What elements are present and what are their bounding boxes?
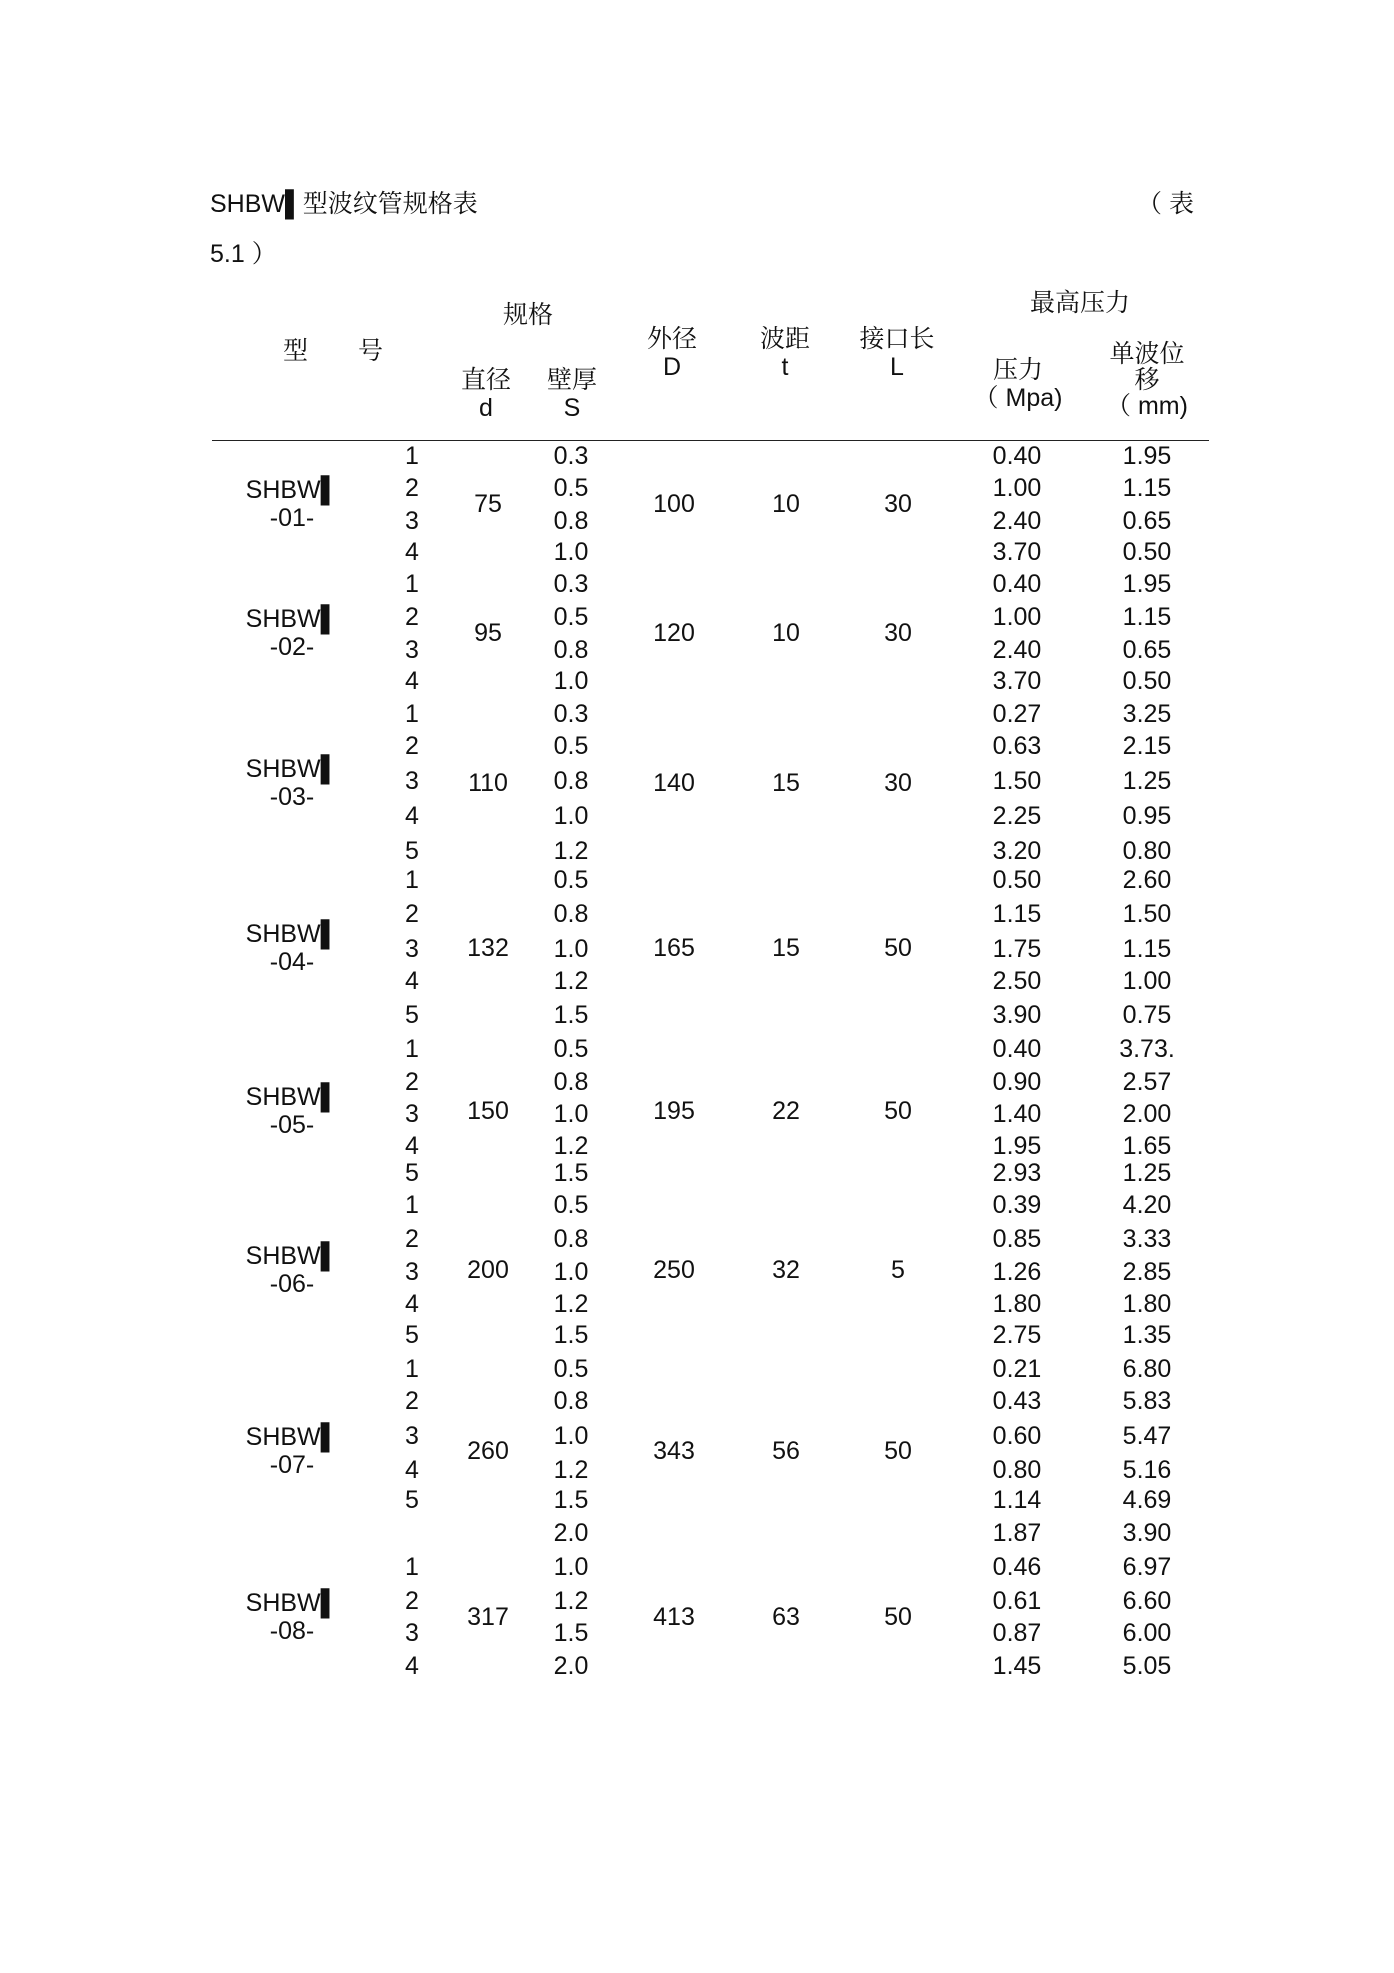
pressure-value: 0.61 <box>992 1587 1042 1615</box>
pressure-value: 0.40 <box>992 1035 1042 1063</box>
row-index: 5 <box>405 837 419 865</box>
wall-thickness-value: 1.5 <box>553 1001 589 1029</box>
displacement-value: 0.50 <box>1122 667 1172 695</box>
displacement-value: 2.00 <box>1122 1100 1172 1128</box>
row-index: 1 <box>405 1553 419 1581</box>
pressure-value: 3.20 <box>992 837 1042 865</box>
pitch-value: 15 <box>772 768 800 797</box>
displacement-value: 5.05 <box>1122 1652 1172 1680</box>
row-index: 5 <box>405 1321 419 1349</box>
model-name: SHBW▌ <box>245 604 339 633</box>
diameter-value: 317 <box>467 1602 509 1631</box>
wall-thickness-value: 2.0 <box>553 1519 589 1547</box>
displacement-value: 3.33 <box>1122 1225 1172 1253</box>
pressure-value: 1.45 <box>992 1652 1042 1680</box>
header-wall-label: 壁厚 <box>546 366 598 394</box>
pressure-value: 0.80 <box>992 1456 1042 1484</box>
wall-thickness-value: 0.3 <box>553 700 589 728</box>
wall-thickness-value: 1.0 <box>553 667 589 695</box>
displacement-value: 5.83 <box>1122 1387 1172 1415</box>
displacement-value: 2.15 <box>1122 732 1172 760</box>
row-index: 4 <box>405 1132 419 1160</box>
diameter-value: 132 <box>467 933 509 962</box>
row-index: 4 <box>405 802 419 830</box>
pressure-value: 0.90 <box>992 1068 1042 1096</box>
pressure-value: 2.25 <box>992 802 1042 830</box>
pressure-value: 0.87 <box>992 1619 1042 1647</box>
header-displacement-unit: （ mm) <box>1106 392 1188 420</box>
header-max-pressure: 最高压力 <box>1029 289 1131 317</box>
diameter-value: 150 <box>467 1097 509 1125</box>
connection-length-value: 30 <box>884 618 912 647</box>
model-suffix: -06- <box>269 1270 315 1298</box>
header-diameter <box>461 366 511 422</box>
model-suffix: -05- <box>269 1111 315 1139</box>
pressure-value: 1.75 <box>992 935 1042 963</box>
row-index: 1 <box>405 700 419 728</box>
connection-length-value: 50 <box>884 1437 912 1465</box>
outer-diameter-value: 120 <box>653 618 695 647</box>
model-name: SHBW▌ <box>245 754 339 783</box>
header-displacement-label1: 单波位 <box>1109 340 1185 368</box>
displacement-value: 1.15 <box>1122 474 1172 502</box>
displacement-value: 4.69 <box>1122 1486 1172 1514</box>
header-connection <box>859 325 934 381</box>
pitch-value: 32 <box>772 1256 800 1284</box>
wall-thickness-value: 1.0 <box>553 538 589 566</box>
wall-thickness-value: 0.5 <box>553 1355 589 1383</box>
displacement-value: 3.90 <box>1122 1519 1172 1547</box>
displacement-value: 5.47 <box>1122 1422 1172 1450</box>
header-pitch-symbol: t <box>781 353 789 381</box>
displacement-value: 6.00 <box>1122 1619 1172 1647</box>
outer-diameter-value: 250 <box>653 1256 695 1284</box>
row-index: 1 <box>405 442 419 470</box>
row-index: 3 <box>405 1422 419 1450</box>
pitch-value: 22 <box>772 1097 800 1125</box>
row-index: 3 <box>405 636 419 664</box>
wall-thickness-value: 0.5 <box>553 603 589 631</box>
row-index: 1 <box>405 570 419 598</box>
outer-diameter-value: 100 <box>653 490 695 518</box>
diameter-value: 110 <box>468 768 508 797</box>
row-index: 2 <box>405 732 419 760</box>
wall-thickness-value: 1.2 <box>553 967 589 995</box>
row-index: 3 <box>405 1258 419 1286</box>
wall-thickness-value: 1.2 <box>553 1290 589 1318</box>
pressure-value: 0.27 <box>992 700 1042 728</box>
connection-length-value: 30 <box>884 490 912 518</box>
table-number-part1: （ 表 <box>1137 190 1194 218</box>
row-index: 2 <box>405 1587 419 1615</box>
displacement-value: 0.95 <box>1122 802 1172 830</box>
outer-diameter-value: 165 <box>653 933 695 962</box>
header-pressure-label: 压力 <box>992 356 1043 384</box>
pressure-value: 1.87 <box>992 1519 1042 1547</box>
pressure-value: 1.14 <box>992 1486 1042 1514</box>
wall-thickness-value: 1.0 <box>553 802 589 830</box>
displacement-value: 0.75 <box>1122 1001 1172 1029</box>
wall-thickness-value: 0.5 <box>553 474 589 502</box>
displacement-value: 2.85 <box>1122 1258 1172 1286</box>
pressure-value: 0.85 <box>992 1225 1042 1253</box>
displacement-value: 1.80 <box>1122 1290 1172 1318</box>
displacement-value: 1.95 <box>1122 570 1172 598</box>
header-pitch-label: 波距 <box>759 325 811 353</box>
pressure-value: 3.70 <box>992 538 1042 566</box>
displacement-value: 1.65 <box>1122 1132 1172 1160</box>
wall-thickness-value: 0.8 <box>553 767 589 795</box>
pressure-value: 2.75 <box>992 1321 1042 1349</box>
row-index: 3 <box>405 935 419 963</box>
model-name: SHBW▌ <box>245 1242 339 1270</box>
header-rule <box>212 440 1209 441</box>
wall-thickness-value: 0.8 <box>553 900 589 928</box>
pressure-value: 1.95 <box>992 1132 1042 1160</box>
row-index: 5 <box>405 1001 419 1029</box>
displacement-value: 1.35 <box>1122 1321 1172 1349</box>
displacement-value: 1.50 <box>1122 900 1172 928</box>
displacement-value: 0.80 <box>1122 837 1172 865</box>
displacement-value: 0.50 <box>1122 538 1172 566</box>
displacement-value: 1.15 <box>1122 935 1172 963</box>
diameter-value: 200 <box>467 1256 509 1284</box>
model-suffix: -07- <box>269 1451 315 1479</box>
model-suffix: -01- <box>269 504 315 532</box>
header-connection-label: 接口长 <box>859 325 935 353</box>
row-index: 3 <box>405 767 419 795</box>
connection-length-value: 5 <box>891 1256 905 1284</box>
row-index: 2 <box>405 1387 419 1415</box>
pressure-value: 1.26 <box>992 1258 1042 1286</box>
header-outer-diameter <box>647 325 697 381</box>
model-suffix: -08- <box>269 1616 315 1645</box>
model-name: SHBW▌ <box>245 1083 339 1111</box>
row-index: 1 <box>405 1035 419 1063</box>
row-index: 5 <box>405 1159 419 1187</box>
wall-thickness-value: 0.3 <box>553 570 589 598</box>
pressure-value: 2.50 <box>992 967 1042 995</box>
row-index: 4 <box>405 1456 419 1484</box>
pressure-value: 3.70 <box>992 667 1042 695</box>
header-wall-symbol: S <box>563 394 581 422</box>
header-pitch <box>760 325 810 381</box>
outer-diameter-value: 195 <box>653 1097 695 1125</box>
model-name: SHBW▌ <box>245 1588 339 1617</box>
pressure-value: 1.80 <box>992 1290 1042 1318</box>
header-outer-diameter-label: 外径 <box>646 325 698 353</box>
connection-length-value: 50 <box>884 933 912 962</box>
displacement-value: 0.65 <box>1122 636 1172 664</box>
row-index: 1 <box>405 1355 419 1383</box>
displacement-value: 1.25 <box>1122 1159 1172 1187</box>
header-diameter-symbol: d <box>479 394 493 422</box>
wall-thickness-value: 1.0 <box>553 935 589 963</box>
pressure-value: 0.46 <box>992 1553 1042 1581</box>
header-model: 型 号 <box>282 337 384 365</box>
pressure-value: 0.60 <box>992 1422 1042 1450</box>
model-name: SHBW▌ <box>245 1423 339 1451</box>
wall-thickness-value: 0.5 <box>553 1035 589 1063</box>
row-index: 2 <box>405 1225 419 1253</box>
displacement-value: 4.20 <box>1122 1191 1172 1219</box>
displacement-value: 1.95 <box>1122 442 1172 470</box>
header-pressure <box>974 356 1063 412</box>
row-index: 2 <box>405 603 419 631</box>
diameter-value: 260 <box>467 1437 509 1465</box>
row-index: 4 <box>405 538 419 566</box>
wall-thickness-value: 0.3 <box>553 442 589 470</box>
diameter-value: 95 <box>474 618 502 647</box>
displacement-value: 6.80 <box>1122 1355 1172 1383</box>
row-index: 4 <box>405 1290 419 1318</box>
pressure-value: 1.00 <box>992 474 1042 502</box>
model-suffix: -02- <box>269 632 315 661</box>
wall-thickness-value: 1.0 <box>553 1553 589 1581</box>
model-suffix: -03- <box>269 782 315 811</box>
displacement-value: 5.16 <box>1122 1456 1172 1484</box>
pressure-value: 0.63 <box>992 732 1042 760</box>
wall-thickness-value: 2.0 <box>553 1652 589 1680</box>
diameter-value: 75 <box>474 490 502 518</box>
header-diameter-label: 直径 <box>460 366 512 394</box>
outer-diameter-value: 343 <box>653 1437 695 1465</box>
header-displacement <box>1106 341 1188 419</box>
header-pressure-unit: （ Mpa) <box>973 384 1063 412</box>
connection-length-value: 30 <box>884 768 912 797</box>
wall-thickness-value: 0.5 <box>553 866 589 894</box>
connection-length-value: 50 <box>884 1097 912 1125</box>
wall-thickness-value: 1.5 <box>553 1619 589 1647</box>
wall-thickness-value: 0.8 <box>553 1387 589 1415</box>
displacement-value: 2.60 <box>1122 866 1172 894</box>
row-index: 3 <box>405 507 419 535</box>
wall-thickness-value: 0.8 <box>553 636 589 664</box>
displacement-value: 2.57 <box>1122 1068 1172 1096</box>
header-wall <box>547 366 597 422</box>
row-index: 3 <box>405 1619 419 1647</box>
pressure-value: 0.39 <box>992 1191 1042 1219</box>
displacement-value: 6.60 <box>1122 1587 1172 1615</box>
header-connection-symbol: L <box>890 353 904 381</box>
row-index: 2 <box>405 1068 419 1096</box>
pressure-value: 1.15 <box>992 900 1042 928</box>
displacement-value: 1.00 <box>1122 967 1172 995</box>
row-index: 1 <box>405 1191 419 1219</box>
displacement-value: 6.97 <box>1122 1553 1172 1581</box>
row-index: 2 <box>405 900 419 928</box>
table-number-part2: 5.1 ） <box>210 240 277 268</box>
wall-thickness-value: 1.5 <box>553 1321 589 1349</box>
pressure-value: 2.93 <box>992 1159 1042 1187</box>
row-index: 4 <box>405 967 419 995</box>
wall-thickness-value: 1.2 <box>553 1132 589 1160</box>
pressure-value: 0.40 <box>992 442 1042 470</box>
pressure-value: 0.43 <box>992 1387 1042 1415</box>
pressure-value: 1.50 <box>992 767 1042 795</box>
wall-thickness-value: 0.5 <box>553 1191 589 1219</box>
model-name: SHBW▌ <box>245 919 339 948</box>
header-displacement-label2: 移 <box>1134 366 1160 394</box>
pitch-value: 56 <box>772 1437 800 1465</box>
wall-thickness-value: 0.8 <box>553 507 589 535</box>
pressure-value: 1.00 <box>992 603 1042 631</box>
displacement-value: 0.65 <box>1122 507 1172 535</box>
wall-thickness-value: 0.5 <box>553 732 589 760</box>
pitch-value: 10 <box>772 490 800 518</box>
pitch-value: 63 <box>772 1602 800 1631</box>
pitch-value: 10 <box>772 618 800 647</box>
wall-thickness-value: 1.2 <box>553 1587 589 1615</box>
pressure-value: 0.21 <box>992 1355 1042 1383</box>
wall-thickness-value: 0.8 <box>553 1225 589 1253</box>
row-index: 4 <box>405 667 419 695</box>
outer-diameter-value: 413 <box>653 1602 695 1631</box>
header-outer-diameter-symbol: D <box>662 353 682 381</box>
wall-thickness-value: 1.0 <box>553 1100 589 1128</box>
pressure-value: 1.40 <box>992 1100 1042 1128</box>
model-name: SHBW▌ <box>245 476 339 504</box>
connection-length-value: 50 <box>884 1602 912 1631</box>
pitch-value: 15 <box>772 933 800 962</box>
wall-thickness-value: 1.5 <box>553 1159 589 1187</box>
pressure-value: 2.40 <box>992 507 1042 535</box>
row-index: 4 <box>405 1652 419 1680</box>
wall-thickness-value: 1.5 <box>553 1486 589 1514</box>
wall-thickness-value: 1.0 <box>553 1422 589 1450</box>
header-spec: 规格 <box>502 301 554 329</box>
wall-thickness-value: 1.2 <box>553 1456 589 1484</box>
displacement-value: 3.73. <box>1119 1035 1175 1063</box>
model-suffix: -04- <box>269 947 315 976</box>
wall-thickness-value: 0.8 <box>553 1068 589 1096</box>
pressure-value: 0.50 <box>992 866 1042 894</box>
page-title: SHBW▌型波纹管规格表 <box>210 190 478 218</box>
displacement-value: 3.25 <box>1122 700 1172 728</box>
pressure-value: 3.90 <box>992 1001 1042 1029</box>
outer-diameter-value: 140 <box>653 768 695 797</box>
wall-thickness-value: 1.2 <box>553 837 589 865</box>
row-index: 3 <box>405 1100 419 1128</box>
row-index: 2 <box>405 474 419 502</box>
row-index: 1 <box>405 866 419 894</box>
displacement-value: 1.15 <box>1122 603 1172 631</box>
row-index: 5 <box>405 1486 419 1514</box>
pressure-value: 2.40 <box>992 636 1042 664</box>
pressure-value: 0.40 <box>992 570 1042 598</box>
wall-thickness-value: 1.0 <box>553 1258 589 1286</box>
displacement-value: 1.25 <box>1122 767 1172 795</box>
